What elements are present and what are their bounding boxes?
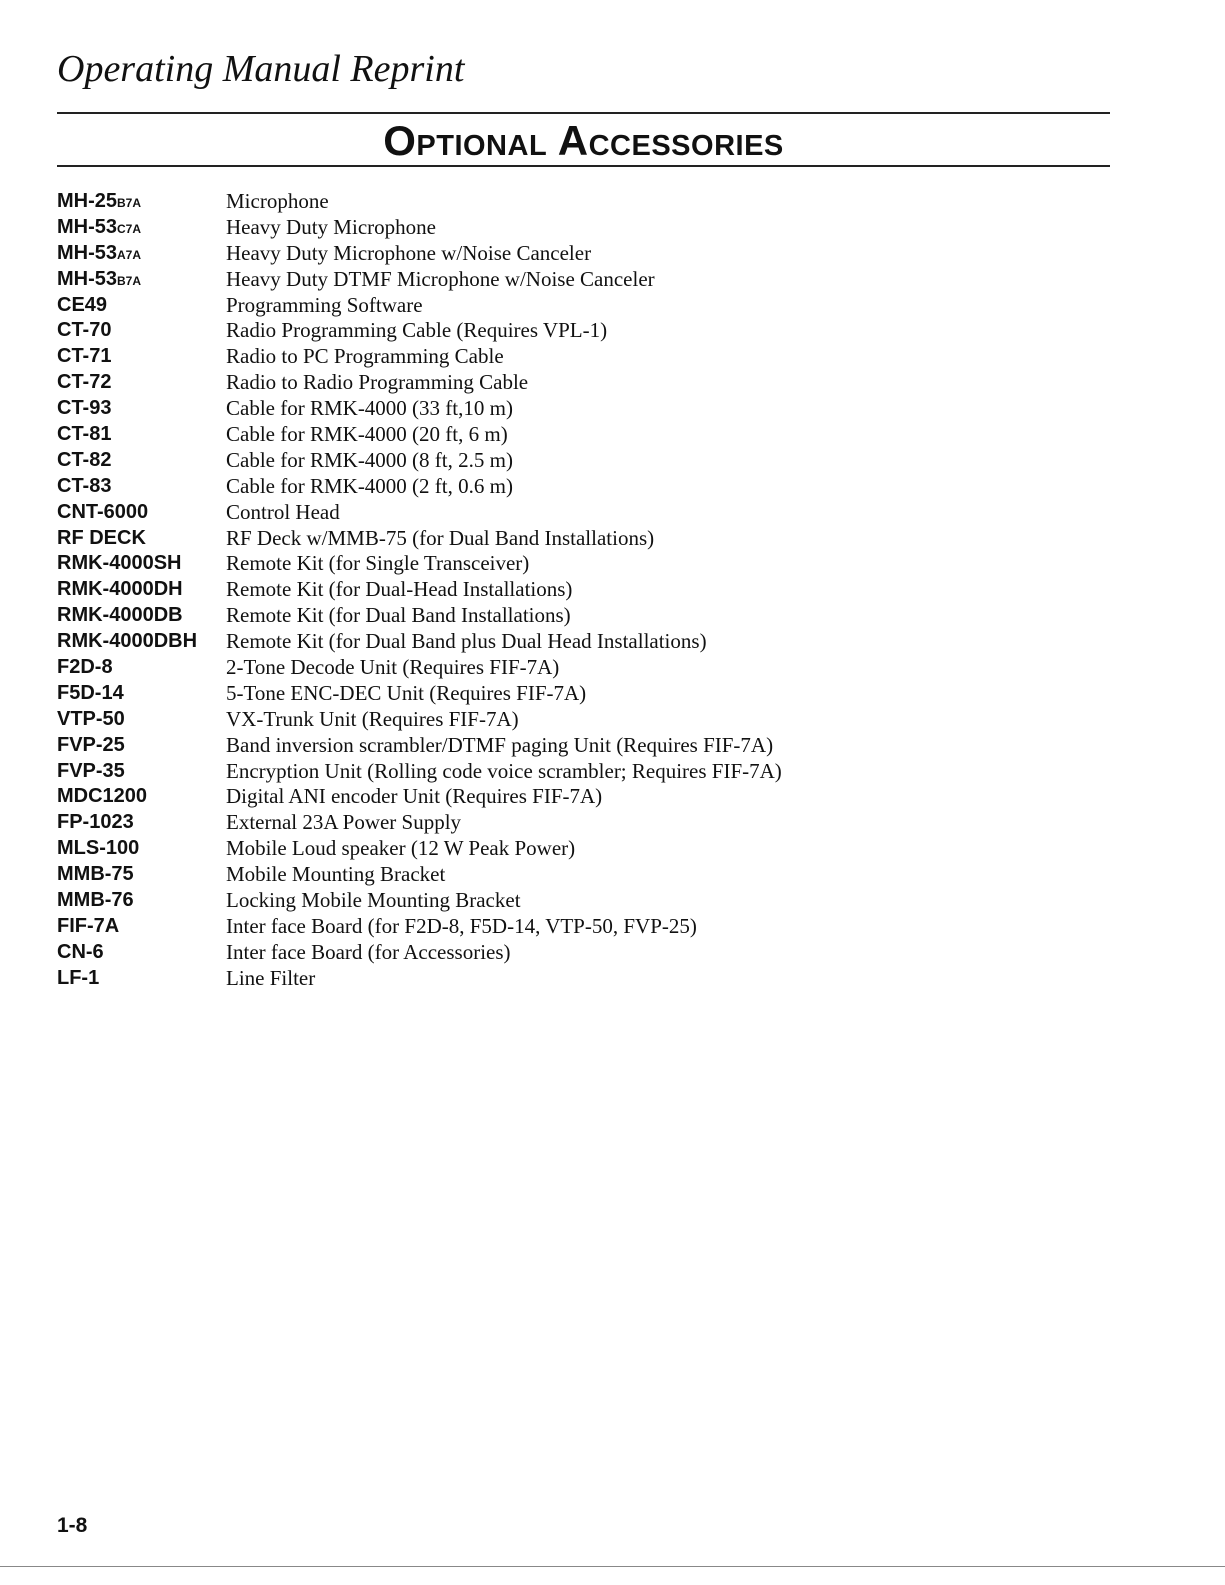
accessory-model-code: MDC1200 bbox=[57, 785, 148, 808]
accessory-model-code: MMB-76 bbox=[57, 889, 134, 912]
accessory-model bbox=[57, 214, 141, 242]
accessory-model-code: FVP-35 bbox=[57, 759, 125, 782]
accessory-model bbox=[57, 266, 141, 294]
accessory-model-code: MH-53 bbox=[57, 241, 118, 264]
accessory-item bbox=[57, 732, 1110, 758]
accessory-item bbox=[57, 499, 1110, 525]
accessory-model-code: CT-72 bbox=[57, 371, 112, 394]
accessory-item bbox=[57, 369, 1110, 395]
accessory-item bbox=[57, 783, 1110, 809]
accessory-item bbox=[57, 576, 1110, 602]
accessory-model bbox=[57, 913, 119, 939]
accessory-item bbox=[57, 809, 1110, 835]
accessory-model bbox=[57, 809, 134, 835]
accessory-model bbox=[57, 939, 104, 965]
accessory-model-code: FP-1023 bbox=[57, 811, 134, 834]
accessory-description: Digital ANI encoder Unit (Requires FIF-7A) bbox=[226, 784, 603, 809]
accessory-model bbox=[57, 421, 111, 447]
accessory-item bbox=[57, 965, 1110, 991]
accessory-description: Mobile Loud speaker (12 W Peak Power) bbox=[226, 836, 576, 861]
accessory-model bbox=[57, 240, 141, 268]
accessory-model bbox=[57, 783, 147, 809]
accessory-item bbox=[57, 680, 1110, 706]
accessory-model bbox=[57, 654, 113, 680]
accessory-list bbox=[57, 188, 1110, 991]
accessory-description: Cable for RMK-4000 (2 ft, 0.6 m) bbox=[226, 473, 513, 498]
accessory-model bbox=[57, 628, 197, 654]
accessory-description: Remote Kit (for Dual Band plus Dual Head Installations) bbox=[226, 629, 707, 654]
section-title: Optional Accessories bbox=[383, 117, 784, 164]
accessory-model bbox=[57, 525, 146, 551]
accessory-model bbox=[57, 965, 99, 991]
accessory-description: VX-Trunk Unit (Requires FIF-7A) bbox=[226, 706, 519, 731]
accessory-item bbox=[57, 861, 1110, 887]
accessory-description: Control Head bbox=[226, 499, 340, 524]
accessory-description: Radio Programming Cable (Requires VPL-1) bbox=[226, 318, 608, 343]
accessory-model-code: MLS-100 bbox=[57, 837, 140, 860]
accessory-description: Radio to PC Programming Cable bbox=[226, 344, 504, 369]
accessory-item bbox=[57, 343, 1110, 369]
accessory-model bbox=[57, 576, 183, 602]
page-number: 1-8 bbox=[57, 1514, 88, 1537]
accessory-model-code: VTP-50 bbox=[57, 707, 125, 730]
header-divider-bottom bbox=[57, 165, 1110, 167]
accessory-model-code: MH-25 bbox=[57, 190, 118, 212]
accessory-model bbox=[57, 706, 125, 732]
accessory-model-code: RMK-4000SH bbox=[57, 552, 182, 575]
header-divider-top bbox=[57, 112, 1110, 114]
accessory-description: Programming Software bbox=[226, 292, 423, 317]
accessory-description: 2-Tone Decode Unit (Requires FIF-7A) bbox=[226, 655, 560, 680]
accessory-model-code: CT-70 bbox=[57, 319, 112, 342]
accessory-model-code: F5D-14 bbox=[57, 681, 124, 704]
accessory-model-suffix: B7A bbox=[117, 196, 142, 210]
accessory-model-code: CT-83 bbox=[57, 474, 112, 497]
accessory-model bbox=[57, 835, 139, 861]
accessory-description: Inter face Board (for F2D-8, F5D-14, VTP-50, FVP-25) bbox=[226, 913, 697, 938]
footer-divider bbox=[0, 1566, 1225, 1567]
accessory-description: Microphone bbox=[226, 189, 329, 213]
accessory-item bbox=[57, 887, 1110, 913]
accessory-item bbox=[57, 240, 1110, 266]
accessory-item bbox=[57, 758, 1110, 784]
accessory-model bbox=[57, 499, 148, 525]
accessory-item bbox=[57, 473, 1110, 499]
accessory-item bbox=[57, 550, 1110, 576]
accessory-model-code: F2D-8 bbox=[57, 656, 113, 679]
accessory-model bbox=[57, 188, 141, 216]
accessory-model-code: FVP-25 bbox=[57, 733, 125, 756]
accessory-model-code: MH-53 bbox=[57, 267, 118, 290]
accessory-model bbox=[57, 602, 183, 628]
accessory-model bbox=[57, 317, 111, 343]
accessory-item bbox=[57, 395, 1110, 421]
accessory-description: Heavy Duty Microphone w/Noise Canceler bbox=[226, 240, 592, 265]
accessory-item bbox=[57, 188, 1110, 214]
accessory-item bbox=[57, 913, 1110, 939]
accessory-description: Remote Kit (for Single Transceiver) bbox=[226, 551, 530, 576]
page-header-title: Operating Manual Reprint bbox=[57, 48, 465, 90]
accessory-model-code: CNT-6000 bbox=[57, 500, 149, 523]
accessory-description: 5-Tone ENC-DEC Unit (Requires FIF-7A) bbox=[226, 680, 587, 705]
accessory-description: Encryption Unit (Rolling code voice scrambler; Requires FIF-7A) bbox=[226, 758, 782, 783]
accessory-model bbox=[57, 343, 111, 369]
accessory-description: Cable for RMK-4000 (8 ft, 2.5 m) bbox=[226, 447, 513, 472]
accessory-model-code: MMB-75 bbox=[57, 863, 134, 886]
accessory-model bbox=[57, 447, 111, 473]
accessory-description: Inter face Board (for Accessories) bbox=[226, 939, 511, 964]
accessory-model-code: RMK-4000DBH bbox=[57, 630, 198, 653]
accessory-model bbox=[57, 680, 124, 706]
accessory-model-code: LF-1 bbox=[57, 966, 100, 989]
accessory-description: Cable for RMK-4000 (20 ft, 6 m) bbox=[226, 422, 508, 447]
accessory-model-suffix: B7A bbox=[117, 273, 142, 288]
accessory-model bbox=[57, 887, 134, 913]
accessory-item bbox=[57, 602, 1110, 628]
accessory-item bbox=[57, 266, 1110, 292]
accessory-item bbox=[57, 654, 1110, 680]
accessory-model bbox=[57, 758, 125, 784]
accessory-model bbox=[57, 732, 125, 758]
accessory-item bbox=[57, 421, 1110, 447]
accessory-model-code: RF DECK bbox=[57, 526, 146, 549]
accessory-description: Radio to Radio Programming Cable bbox=[226, 370, 529, 395]
accessory-model bbox=[57, 369, 111, 395]
accessory-item bbox=[57, 706, 1110, 732]
accessory-model-code: CT-81 bbox=[57, 423, 112, 446]
accessory-description: Heavy Duty DTMF Microphone w/Noise Canceler bbox=[226, 266, 655, 291]
accessory-item bbox=[57, 628, 1110, 654]
accessory-model-suffix: A7A bbox=[117, 247, 142, 262]
accessory-item bbox=[57, 292, 1110, 318]
accessory-description: Band inversion scrambler/DTMF paging Unit (Requires FIF-7A) bbox=[226, 732, 774, 757]
accessory-model-code: CT-71 bbox=[57, 345, 112, 368]
accessory-description: Remote Kit (for Dual Band Installations) bbox=[226, 603, 571, 628]
accessory-model bbox=[57, 395, 111, 421]
accessory-description: Cable for RMK-4000 (33 ft,10 m) bbox=[226, 396, 513, 421]
accessory-description: RF Deck w/MMB-75 (for Dual Band Installations) bbox=[226, 525, 655, 550]
accessory-model-code: RMK-4000DB bbox=[57, 604, 183, 627]
accessory-description: External 23A Power Supply bbox=[226, 810, 462, 835]
accessory-description: Locking Mobile Mounting Bracket bbox=[226, 888, 521, 913]
accessory-model-code: CT-82 bbox=[57, 448, 112, 471]
accessory-item bbox=[57, 447, 1110, 473]
accessory-model-code: RMK-4000DH bbox=[57, 578, 183, 601]
accessory-model-code: CN-6 bbox=[57, 940, 104, 963]
accessory-item bbox=[57, 525, 1110, 551]
accessory-model bbox=[57, 550, 181, 576]
accessory-model bbox=[57, 861, 134, 887]
accessory-item bbox=[57, 835, 1110, 861]
accessory-item bbox=[57, 317, 1110, 343]
accessory-item bbox=[57, 939, 1110, 965]
accessory-model bbox=[57, 473, 111, 499]
accessory-model-code: CE49 bbox=[57, 293, 108, 316]
accessory-description: Line Filter bbox=[226, 965, 316, 990]
accessory-model-code: FIF-7A bbox=[57, 914, 120, 937]
accessory-model bbox=[57, 292, 107, 318]
accessory-description: Mobile Mounting Bracket bbox=[226, 862, 446, 887]
accessory-model-code: MH-53 bbox=[57, 215, 118, 238]
accessory-description: Remote Kit (for Dual-Head Installations) bbox=[226, 577, 573, 602]
accessory-item bbox=[57, 214, 1110, 240]
accessory-model-suffix: C7A bbox=[117, 221, 142, 236]
accessory-model-code: CT-93 bbox=[57, 397, 112, 420]
accessory-description: Heavy Duty Microphone bbox=[226, 214, 436, 239]
